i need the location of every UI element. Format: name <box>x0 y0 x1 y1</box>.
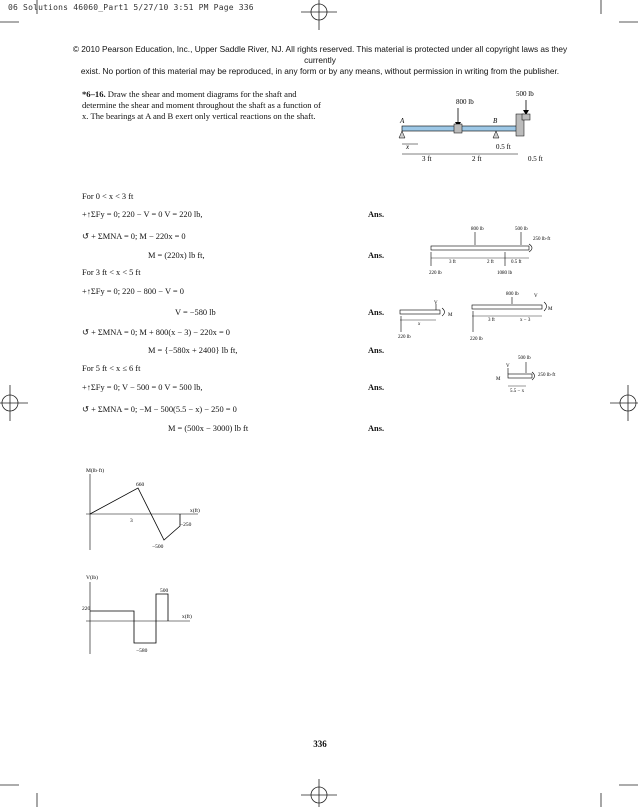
fbd-d3: 0.5 ft <box>511 260 522 265</box>
problem-text: Draw the shear and moment diagrams for the shaft and determine the shear and moment throughout the shaft as a function of x. The bearings at A and B exert only vertical reactions on the shaft. <box>82 89 321 121</box>
s1-m: M <box>448 313 453 318</box>
s2-m: M <box>548 307 553 312</box>
shear-diagram <box>82 572 212 656</box>
s1-x: x <box>418 322 421 327</box>
s1-r: 220 lb <box>398 335 411 340</box>
shear-v1: 220 <box>82 606 91 612</box>
section-sketch-2 <box>468 288 558 344</box>
section-sketch-3 <box>494 352 564 400</box>
fig-support-b <box>493 131 499 138</box>
page-number: 336 <box>313 739 327 749</box>
s3-load: 500 lb <box>518 356 531 361</box>
fbd-sketch <box>425 222 555 282</box>
fig-dim3: 0.5 ft <box>496 143 511 151</box>
fbd-load2: 500 lb <box>515 227 528 232</box>
moment-min: −500 <box>152 544 164 550</box>
ans-4: Ans. <box>368 346 385 355</box>
r3-sum-m: ↺ + ΣMNA = 0; −M − 500(5.5 − x) − 250 = 0 <box>82 405 237 414</box>
fbd-r2: 1080 lb <box>497 271 513 276</box>
ans-1: Ans. <box>368 210 385 219</box>
moment-end: −250 <box>180 522 192 528</box>
moment-xlabel: x(ft) <box>190 508 200 514</box>
r2-sum-fy: +↑ΣFy = 0; 220 − 800 − V = 0 <box>82 287 184 296</box>
fig-pulley <box>454 124 462 133</box>
r2-shear: V = −580 lb <box>175 308 216 317</box>
copyright-line-1: © 2010 Pearson Education, Inc., Upper Saddle River, NJ. All rights reserved. This material is protected under all copyright laws as they currently <box>72 44 568 65</box>
ans-5: Ans. <box>368 383 385 392</box>
s1-m-arc <box>442 308 445 316</box>
range-3: For 5 ft < x ≤ 6 ft <box>82 364 141 373</box>
fig-x: x <box>406 143 410 151</box>
fbd-beam <box>431 246 529 250</box>
s3-d: 5.5 − x <box>510 389 525 394</box>
range-2: For 3 ft < x < 5 ft <box>82 268 141 277</box>
moment-ylabel: M(lb·ft) <box>86 468 105 474</box>
problem-number: *6–16. <box>82 89 106 99</box>
s2-r: 220 lb <box>470 337 483 342</box>
fig-dim4: 0.5 ft <box>528 155 543 163</box>
print-slug: 06 Solutions 46060_Part1 5/27/10 3:51 PM Page 336 <box>8 3 254 12</box>
s3-couple: 250 lb·ft <box>538 373 556 378</box>
range-1: For 0 < x < 3 ft <box>82 192 134 201</box>
fbd-r1: 220 lb <box>429 271 442 276</box>
copyright-line-2: exist. No portion of this material may be reproduced, in any form or by any means, without permission in writing from the publisher. <box>80 66 560 76</box>
fig-support-a <box>399 131 405 138</box>
s3-v: V <box>506 364 510 369</box>
ans-6: Ans. <box>368 424 385 433</box>
s2-d2: x − 3 <box>520 318 531 323</box>
fbd-couple: 250 lb·ft <box>533 237 551 242</box>
ans-3: Ans. <box>368 308 385 317</box>
s2-v: V <box>534 294 538 299</box>
r2-moment: M = {−580x + 2400} lb ft, <box>148 346 238 355</box>
s1-v: V <box>434 301 438 306</box>
moment-tick3: 3 <box>130 518 133 524</box>
s2-d1: 3 ft <box>488 318 495 323</box>
r3-moment: M = (500x − 3000) lb ft <box>168 424 249 433</box>
moment-diagram <box>84 464 214 554</box>
fbd-load1: 800 lb <box>471 227 484 232</box>
shear-xlabel: x(ft) <box>182 614 192 620</box>
shear-v3: 500 <box>160 588 169 594</box>
fig-label-b: B <box>493 117 498 125</box>
copyright-notice <box>60 44 580 77</box>
s2-beam <box>472 305 542 309</box>
s3-couple-arc <box>532 372 535 380</box>
shear-ylabel: V(lb) <box>86 575 98 581</box>
section-sketch-1 <box>396 296 456 340</box>
problem-statement <box>82 89 322 122</box>
fbd-couple-arc <box>529 244 532 252</box>
fig-load2: 500 lb <box>516 90 534 98</box>
r3-sum-fy: +↑ΣFy = 0; V − 500 = 0 V = 500 lb, <box>82 383 203 392</box>
s1-beam <box>400 310 440 314</box>
shear-curve <box>90 594 168 643</box>
ans-2: Ans. <box>368 251 385 260</box>
r1-sum-m: ↺ + ΣMNA = 0; M − 220x = 0 <box>82 232 186 241</box>
fbd-d2: 2 ft <box>487 260 494 265</box>
fbd-d1: 3 ft <box>449 260 456 265</box>
r2-sum-m: ↺ + ΣMNA = 0; M + 800(x − 3) − 220x = 0 <box>82 328 230 337</box>
fig-dim2: 2 ft <box>472 155 482 163</box>
fig-load1: 800 lb <box>456 98 474 106</box>
shaft-figure <box>392 86 552 166</box>
s2-m-arc <box>544 302 547 311</box>
s3-beam <box>508 374 532 378</box>
moment-peak: 660 <box>136 482 145 488</box>
shear-v2: −580 <box>136 648 148 654</box>
fig-end-arm <box>522 114 530 120</box>
fig-label-a: A <box>400 117 405 125</box>
r1-moment: M = (220x) lb ft, <box>148 251 205 260</box>
s3-m: M <box>496 377 501 382</box>
s2-load: 800 lb <box>506 292 519 297</box>
fig-dim1: 3 ft <box>422 155 432 163</box>
r1-sum-fy: +↑ΣFy = 0; 220 − V = 0 V = 220 lb, <box>82 210 203 219</box>
